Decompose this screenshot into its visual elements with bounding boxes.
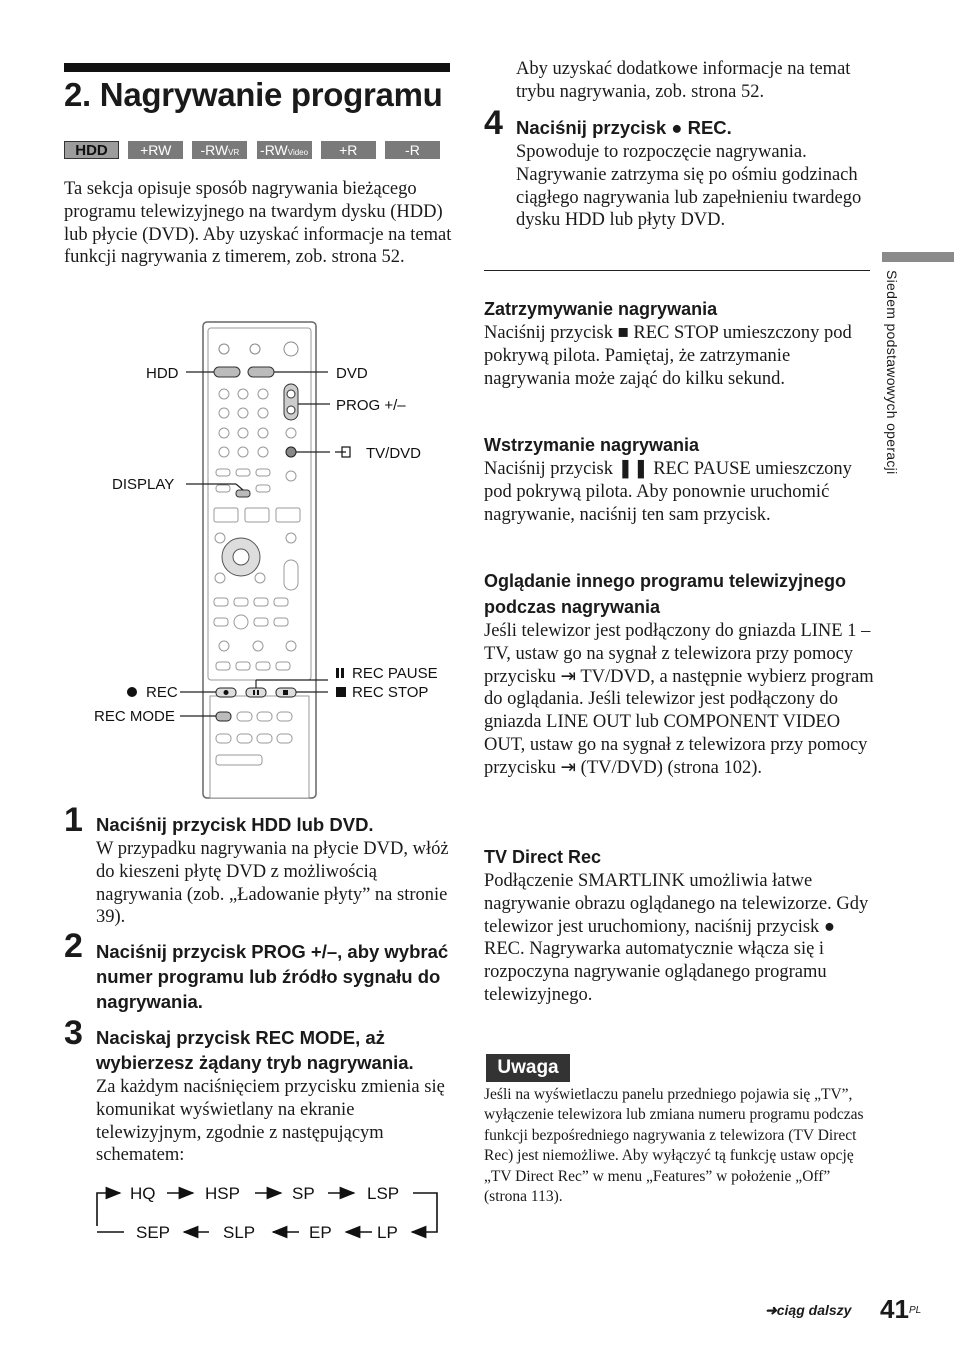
step-4-number: 4 (484, 104, 503, 142)
prog-rocker (284, 384, 298, 420)
mode-hq: HQ (130, 1184, 156, 1203)
tv-dvd-button (286, 447, 296, 457)
section-tv-direct-rec-heading: TV Direct Rec (484, 847, 602, 867)
mode-hsp: HSP (205, 1184, 240, 1203)
step-3-body: Za każdym naciśnięciem przycisku zmienia się komunikat wyświetlany na ekranie telewizyjnym, zgodnie z następującym schematem: (96, 1077, 445, 1166)
input-icon (335, 447, 350, 457)
badge-plus-rw: +RW (128, 141, 183, 159)
step-1-heading: Naciśnij przycisk HDD lub DVD. (96, 814, 374, 835)
note-text: Jeśli na wyświetlaczu panelu przedniego pojawia się „TV”, wyłączenie telewizora lub zmiana numeru programu podczas funkcji bezpośredniego nagrywania z telewizora (TV Direct Rec) jest niemożliwe. Aby wyłączyć tą funkcję ustaw opcję „TV Direct Rec” w menu „Features” w położenie „Off” (strona 113). (484, 1086, 864, 1206)
stop-icon (336, 687, 346, 697)
page-title: 2. Nagrywanie programu (64, 76, 443, 113)
step-3-number: 3 (64, 1014, 83, 1052)
badge-minus-rw-video: -RWVideo (257, 141, 312, 159)
badge-plus-r: +R (321, 141, 376, 159)
mode-slp: SLP (223, 1223, 256, 1242)
badge-minus-r: -R (385, 141, 440, 159)
section-divider (484, 270, 870, 271)
remote-control-diagram (90, 318, 450, 800)
page-number: 41 (880, 1294, 909, 1324)
pause-icon (336, 668, 344, 678)
section-pause-heading: Wstrzymanie nagrywania (484, 435, 700, 455)
dvd-button (248, 367, 274, 377)
section-stop-heading: Zatrzymywanie nagrywania (484, 299, 718, 319)
page-language: PL (909, 1305, 922, 1316)
step-3-heading: Naciskaj przycisk REC MODE, aż wybierzesz żądany tryb nagrywania. (96, 1027, 414, 1073)
label-dvd: DVD (336, 365, 368, 382)
hdd-button (214, 367, 240, 377)
step-4-heading: Naciśnij przycisk ● REC. (516, 117, 732, 138)
label-rec-pause: REC PAUSE (352, 665, 438, 682)
section-watch-heading: Oglądanie innego programu telewizyjnego podczas nagrywania (484, 571, 847, 617)
label-hdd: HDD (146, 365, 179, 382)
section-tv-direct-rec-body: Podłączenie SMARTLINK umożliwia łatwe nagrywanie obrazu oglądanego na telewizorze. Gdy telewizor jest uruchomiony, naciśnij przycisk ● REC. Nagrywarka automatycznie włącza się i rozpoczyna nagrywanie oglądanego programu telewizyjnego. (484, 871, 869, 1005)
recording-mode-cycle (90, 1176, 450, 1246)
note-label: Uwaga (486, 1054, 570, 1082)
section-watch-body: Jeśli telewizor jest podłączony do gniazda LINE 1 – TV, ustaw go na sygnał z telewizora przy pomocy przycisku ⇥ TV/DVD, a następnie wybierz program do oglądania. Jeśli telewizor jest podłączony do gniazda LINE OUT lub COMPONENT VIDEO OUT, ustaw go na sygnał z telewizora przy pomocy przycisku ⇥ (TV/DVD) (strona 102). (484, 621, 874, 778)
step-2-heading: Naciśnij przycisk PROG +/–, aby wybrać numer programu lub źródło sygnału do nagrywania. (96, 941, 449, 1012)
step-1-number: 1 (64, 801, 83, 839)
recording-mode-info: Aby uzyskać dodatkowe informacje na temat trybu nagrywania, zob. strona 52. (516, 59, 851, 102)
mode-lsp: LSP (367, 1184, 400, 1203)
mode-sp: SP (292, 1184, 315, 1203)
badge-minus-rw-vr: -RWVR (192, 141, 247, 159)
rec-mode-button (216, 712, 231, 721)
label-display: DISPLAY (112, 476, 175, 493)
title-rule (64, 63, 450, 72)
mode-ep: EP (309, 1223, 332, 1242)
side-tab-label: Siedem podstawowych operacji (884, 270, 900, 475)
step-4-body: Spowoduje to rozpoczęcie nagrywania. Nagrywanie zatrzyma się po ośmiu godzinach ciągłego nagrywania lub zapełnieniu twardego dysku HDD lub płyty DVD. (516, 142, 862, 231)
step-1-body: W przypadku nagrywania na płycie DVD, włóż do kieszeni płytę DVD z możliwością nagrywania (zob. „Ładowanie płyty” na stronie 39). (96, 839, 449, 928)
label-tv-dvd: TV/DVD (366, 445, 422, 462)
label-prog: PROG +/– (336, 397, 406, 414)
section-pause-body: Naciśnij przycisk ❚❚ REC PAUSE umieszczony pod pokrywą pilota. Aby ponownie uruchomić nagrywanie, naciśnij ten sam przycisk. (484, 459, 852, 525)
navigation-pad (222, 538, 260, 576)
intro-text: Ta sekcja opisuje sposób nagrywania bieżącego programu telewizyjnego na twardym dysku (HDD) lub płycie (DVD). Aby uzyskać informacje na temat funkcji nagrywania z timerem, zob. strona 52. (64, 179, 452, 268)
media-badges (64, 141, 440, 159)
display-button (236, 490, 250, 497)
continued-link: ➜ciąg dalszy (765, 1302, 852, 1318)
label-rec-stop: REC STOP (352, 684, 429, 701)
badge-hdd: HDD (64, 141, 119, 159)
mode-lp: LP (377, 1223, 398, 1242)
rec-pause-button (246, 688, 266, 697)
label-rec-mode: REC MODE (94, 708, 175, 725)
mode-sep: SEP (136, 1223, 171, 1242)
section-stop-body: Naciśnij przycisk ■ REC STOP umieszczony pod pokrywą pilota. Pamiętaj, że zatrzymanie nagrywania może zająć do kilku sekund. (484, 323, 852, 389)
arrow-right-icon: ➜ (765, 1302, 777, 1318)
step-2-number: 2 (64, 927, 83, 965)
label-rec: REC (146, 684, 178, 701)
record-icon (127, 687, 137, 697)
side-tab-bar (882, 252, 954, 262)
